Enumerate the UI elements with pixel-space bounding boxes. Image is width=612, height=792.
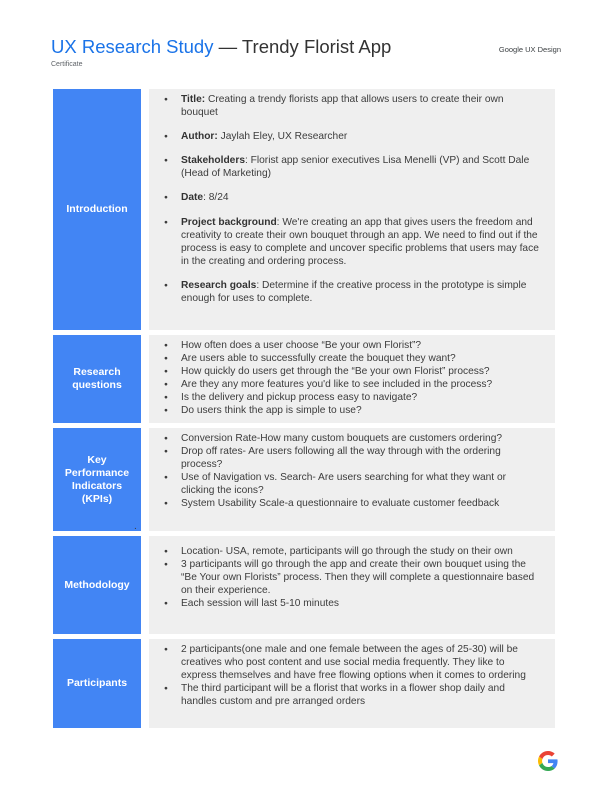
- page-subtitle: Certificate: [51, 61, 83, 68]
- section-content-methodology: [149, 536, 555, 634]
- item-value: Creating a trendy florists app that allows users to create their own bouquet: [181, 94, 504, 119]
- list-item: ● How often does a user choose “Be your own Florist”?: [181, 339, 541, 352]
- section-content-research-questions: [149, 335, 555, 423]
- brand-label: Google UX Design: [498, 45, 561, 54]
- title-accent: UX Research Study: [51, 36, 214, 57]
- list-item: ● The third participant will be a florist that works in a flower shop daily and handles custom and pre arranged orders: [181, 682, 541, 708]
- list-item: ● Is the delivery and pickup process easy to navigate?: [181, 391, 541, 404]
- section-label-methodology: Methodology: [53, 536, 141, 634]
- section-content-introduction: [149, 89, 555, 330]
- list-item: ● 3 participants will go through the app and create their own bouquet using the “Be Your own Florists” process. Then they will complete a questionnaire based on their experience.: [181, 558, 541, 597]
- item-value: : Determine if the creative process in the prototype is simple enough for uses to complete.: [181, 279, 527, 305]
- section-label-research-questions: Research questions: [53, 335, 141, 423]
- kpi-list: [181, 432, 541, 511]
- row-research-questions: [53, 335, 555, 423]
- stray-period: .: [134, 520, 137, 532]
- row-participants: [53, 639, 555, 728]
- methodology-list: [181, 545, 541, 610]
- item-key: Author:: [181, 131, 218, 143]
- list-item: ● Conversion Rate-How many custom bouquets are customers ordering?: [181, 432, 541, 445]
- item-key: Stakeholders: [181, 155, 245, 167]
- title-rest: — Trendy Florist App: [213, 36, 392, 57]
- row-introduction: [53, 89, 555, 330]
- list-item: ● Are users able to successfully create the bouquet they want?: [181, 352, 541, 365]
- item-key: Research goals: [181, 279, 257, 291]
- google-g-logo-icon: [538, 751, 558, 771]
- section-content-kpis: [134, 428, 555, 532]
- item-value: : 8/24: [203, 192, 229, 204]
- list-item: ● Drop off rates- Are users following all the way through with the ordering process?: [181, 445, 541, 471]
- list-item: ● Do users think the app is simple to use?: [181, 404, 541, 417]
- list-item: [181, 154, 541, 180]
- header: [51, 36, 561, 76]
- page-title: [51, 36, 391, 58]
- row-methodology: [53, 536, 555, 634]
- item-value: Jaylah Eley, UX Researcher: [217, 131, 348, 143]
- section-content-participants: [149, 639, 555, 728]
- list-item: ● How quickly do users get through the “Be your own Florist” process?: [181, 365, 541, 378]
- list-item: ● Location- USA, remote, participants will go through the study on their own: [181, 545, 541, 558]
- section-label-kpis: Key Performance Indicators (KPIs): [53, 428, 141, 531]
- item-value: : Florist app senior executives Lisa Menelli (VP) and Scott Dale (Head of Marketing): [181, 155, 530, 180]
- item-key: Project background: [181, 216, 277, 228]
- list-item: [181, 279, 541, 305]
- list-item: [181, 130, 541, 143]
- list-item: [181, 216, 541, 268]
- participants-list: [181, 643, 541, 708]
- research-questions-list: [181, 339, 541, 418]
- item-key: Title:: [181, 94, 206, 105]
- list-item: ● System Usability Scale-a questionnaire to evaluate customer feedback: [181, 497, 541, 510]
- section-label-introduction: Introduction: [53, 89, 141, 330]
- item-key: Date: [181, 192, 204, 204]
- list-item: [181, 93, 541, 119]
- list-item: [181, 191, 541, 204]
- list-item: ● Are they any more features you'd like to see included in the process?: [181, 378, 541, 391]
- list-item: ● Each session will last 5-10 minutes: [181, 597, 541, 610]
- row-kpis: [53, 428, 555, 531]
- introduction-list: [181, 93, 541, 305]
- section-label-participants: Participants: [53, 639, 141, 728]
- list-item: ● Use of Navigation vs. Search- Are users searching for what they want or clicking the icons?: [181, 471, 541, 497]
- list-item: ● 2 participants(one male and one female between the ages of 25-30) will be creatives who post content and use social media frequently. They like to express themselves and have free flowing options when it comes to ordering: [181, 643, 541, 682]
- item-value: : We're creating an app that gives users the freedom and creativity to create their own bouquet through an app. We need to find out if the process is easy to complete and uncover specific problems that users may face in the creating and ordering process.: [181, 216, 539, 267]
- research-plan-table: [53, 89, 555, 733]
